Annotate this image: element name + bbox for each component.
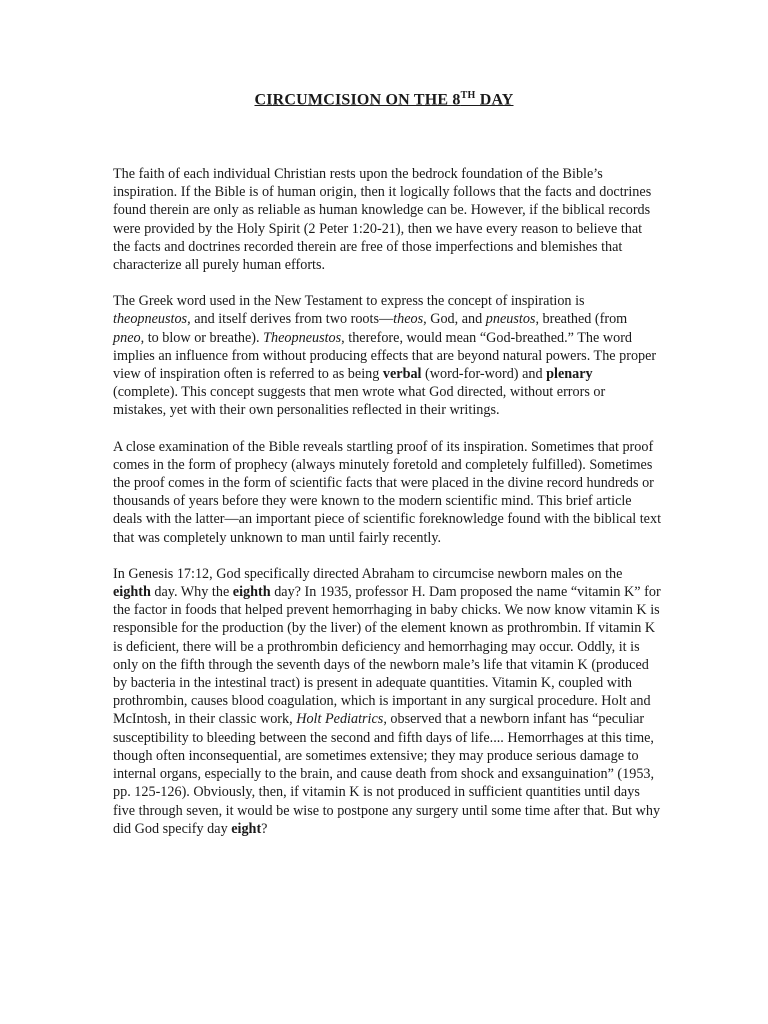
bold-term: eight: [231, 820, 262, 837]
italic-term: theos: [393, 311, 424, 328]
document-body: [113, 165, 661, 856]
paragraph-text: , breathed (from: [535, 311, 628, 328]
paragraph-text: In Genesis 17:12, God specifically directed Abraham to circumcise newborn males on the: [113, 565, 623, 582]
paragraph-text: The Greek word used in the New Testament to express the concept of inspiration is: [113, 293, 585, 310]
paragraph-text: , observed that a newborn infant has “peculiar susceptibility to bleeding between the second and fifth days of life.... Hemorrhages at this time, though often inconsequential, are sometimes extensive; they may produce serious damage to internal organs, especially to the brain, and cause death from shock and exsanguination” (1953, pp. 125-126). Obviously, then, if vitamin K is not produced in sufficient quantities until days five through seven, it would be wise to postpone any surgery until some time after that. But why did God specify day: [113, 711, 661, 837]
paragraph-text: , therefore, would mean “God-breathed.” The word implies an influence from without producing effects that are beyond natural powers. The proper view of inspiration often is referred to as being: [113, 329, 657, 383]
bold-term: eighth: [232, 584, 271, 601]
bold-term: verbal: [382, 366, 422, 383]
italic-term: pneustos: [485, 311, 536, 328]
paragraph-text: day? In 1935, professor H. Dam proposed the name “vitamin K” for the factor in foods that helped prevent hemorrhaging in baby chicks. We now know vitamin K is responsible for the production (by the liver) of the element known as prothrombin. If vitamin K is deficient, there will be a prothrombin deficiency and hemorrhaging may occur. Oddly, it is only on the fifth through the seventh days of the newborn male’s life that vitamin K (produced by bacteria in the intestinal tract) is present in adequate quantities. Vitamin K, coupled with prothrombin, causes blood coagulation, which is important in any surgical procedure. Holt and McIntosh, in their classic work,: [113, 584, 661, 728]
paragraph-text: (word-for-word) and: [421, 366, 547, 383]
paragraph-text: , God, and: [423, 311, 486, 328]
page-title: [0, 90, 768, 109]
italic-term: theopneustos: [113, 311, 188, 328]
italic-term: Holt Pediatrics: [296, 711, 384, 728]
title-superscript: TH: [460, 90, 476, 101]
bold-term: plenary: [546, 366, 593, 383]
title-suffix: DAY: [475, 91, 514, 109]
paragraph-4: [113, 565, 661, 838]
paragraph-3: [113, 438, 661, 547]
italic-term: Theopneustos: [263, 329, 342, 346]
italic-term: pneo: [113, 329, 141, 346]
paragraph-text: , and itself derives from two roots—: [187, 311, 394, 328]
paragraph-text: (complete). This concept suggests that men wrote what God directed, without errors or mistakes, yet with their own personalities reflected in their writings.: [113, 384, 606, 419]
paragraph-2: [113, 292, 661, 419]
paragraph-text: A close examination of the Bible reveals startling proof of its inspiration. Sometimes that proof comes in the form of prophecy (always minutely foretold and completely fulfilled). Sometimes the proof comes in the form of scientific facts that were placed in the divine record hundreds or thousands of years before they were known to the modern scientific mind. This brief article deals with the latter—an important piece of scientific foreknowledge found with the biblical text that was completely unknown to man until fairly recently.: [113, 438, 662, 546]
paragraph-1: [113, 165, 661, 274]
paragraph-text: , to blow or breathe).: [140, 329, 264, 346]
paragraph-text: ?: [261, 820, 268, 837]
paragraph-text: day. Why the: [150, 584, 233, 601]
title-prefix: CIRCUMCISION ON THE 8: [254, 91, 461, 109]
paragraph-text: The faith of each individual Christian rests upon the bedrock foundation of the Bible’s inspiration. If the Bible is of human origin, then it logically follows that the facts and doctrines found therein are only as reliable as human knowledge can be. However, if the biblical records were provided by the Holy Spirit (2 Peter 1:20-21), then we have every reason to believe that the facts and doctrines recorded therein are free of those imperfections and blemishes that characterize all purely human efforts.: [113, 166, 652, 274]
bold-term: eighth: [113, 584, 151, 601]
